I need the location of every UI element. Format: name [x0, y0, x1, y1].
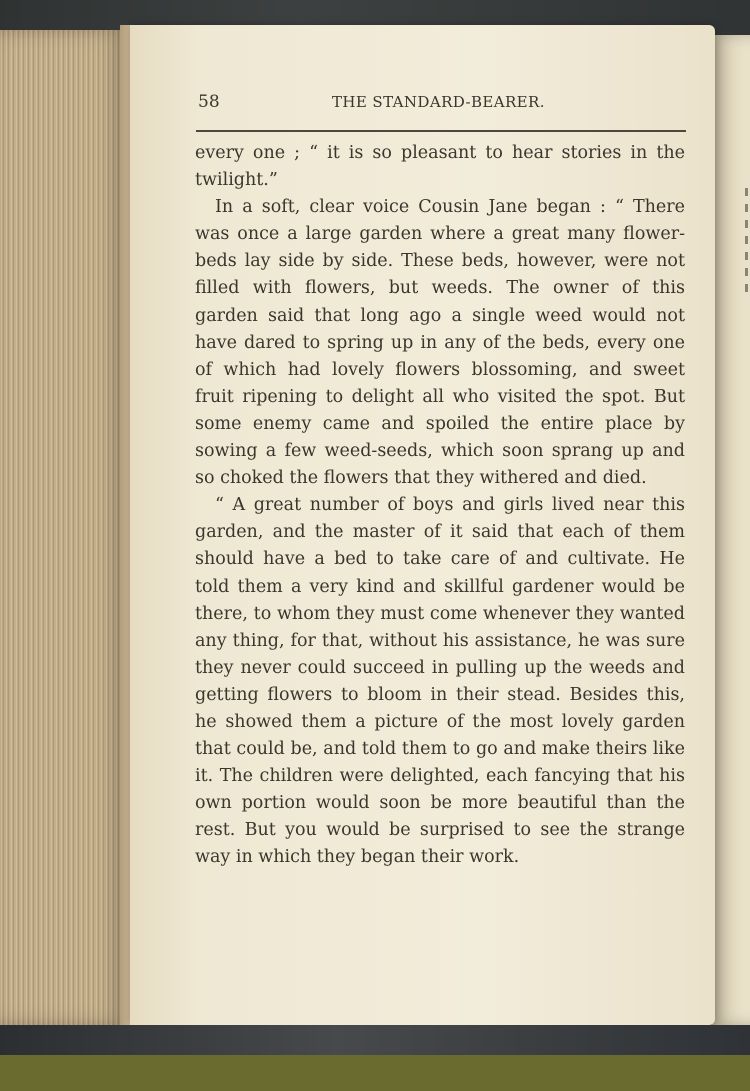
running-title: THE STANDARD-BEARER.	[332, 93, 545, 111]
adjacent-page-print-marks	[745, 180, 748, 300]
book-cover-bottom	[0, 1025, 750, 1055]
page-edges-stack	[0, 30, 125, 1025]
paragraph-3: “ A great number of boys and girls lived near this garden, and the master of it said that each of them should have a bed to take care of and cultivate. He told them a very kind and skillful gardener would be there, to whom they must come whenever they wanted any thing, for that, without his assistance, he was sure they never could succeed in pulling up the weeds and getting flowers to bloom in their stead. Besides this, he showed them a picture of the most lovely garden that could be, and told them to go and make theirs like it. The children were delighted, each fancying that his own portion would soon be more beautiful than the rest. But you would be surprised to see the strange way in which they began their work.	[195, 495, 685, 868]
paragraph-2: In a soft, clear voice Cousin Jane began : “ There was once a large garden where a great many flower-beds lay side by side. These beds, however, were not filled with flowers, but weeds. The owner of this garden said that long ago a single weed would not have dared to spring up in any of the beds, every one of which had lovely flowers blossoming, and sweet fruit ripening to delight all who visited the spot. But some enemy came and spoiled the entire place by sowing a few weed-seeds, which soon sprang up and so choked the flowers that they withered and died.	[195, 197, 685, 489]
page-header	[198, 92, 688, 124]
page-body-text	[195, 140, 685, 872]
header-rule	[196, 130, 686, 132]
paragraph-1: every one ; “ it is so pleasant to hear stories in the twilight.”	[195, 143, 685, 191]
page-number: 58	[198, 92, 220, 112]
